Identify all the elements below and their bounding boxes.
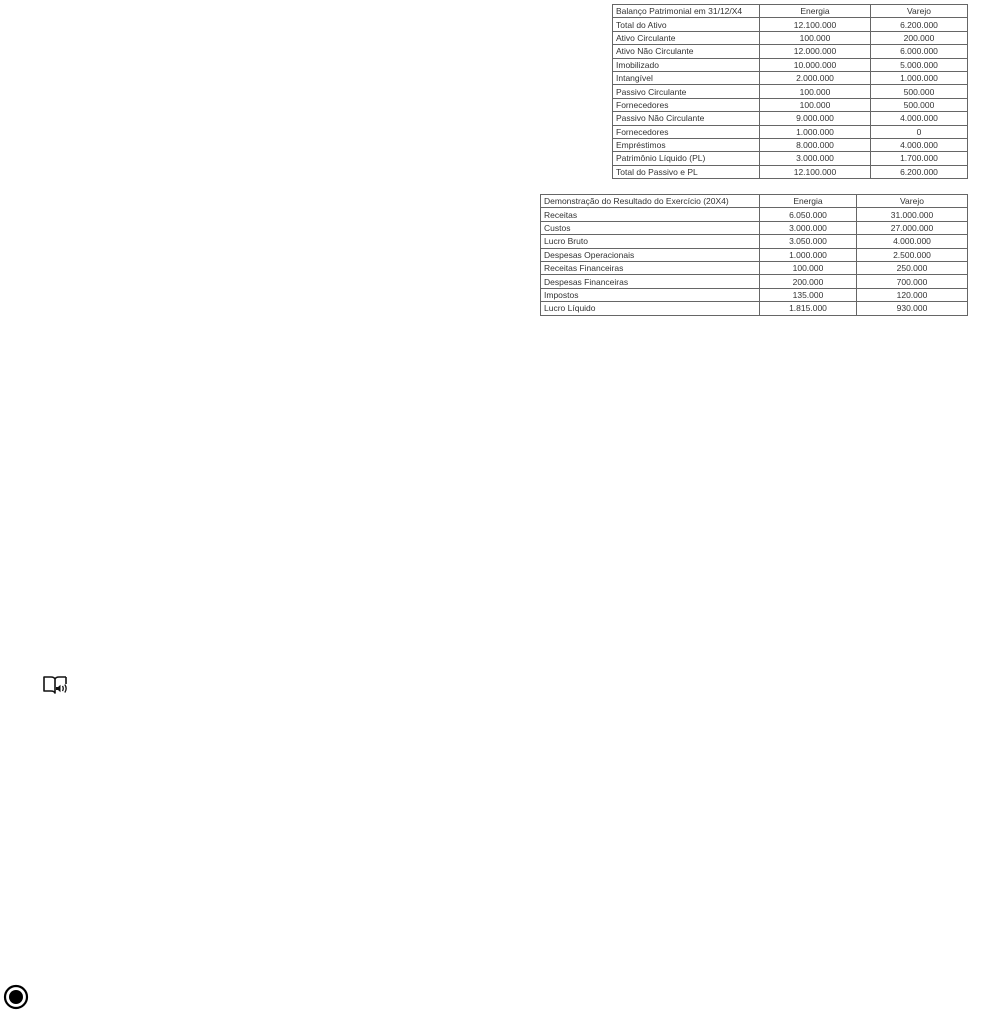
row-label-cell: Intangível [613, 71, 760, 84]
row-label-cell: Passivo Não Circulante [613, 112, 760, 125]
value-cell: 250.000 [857, 261, 968, 274]
table-header-cell: Energia [760, 195, 857, 208]
value-cell: 6.200.000 [871, 18, 968, 31]
row-label-cell: Receitas Financeiras [541, 261, 760, 274]
value-cell: 1.815.000 [760, 302, 857, 315]
table-row [613, 45, 968, 58]
value-cell: 6.050.000 [760, 208, 857, 221]
row-label-cell: Custos [541, 221, 760, 234]
table-row [541, 221, 968, 234]
value-cell: 135.000 [760, 288, 857, 301]
value-cell: 5.000.000 [871, 58, 968, 71]
balance-sheet-table [612, 4, 968, 179]
value-cell: 100.000 [760, 261, 857, 274]
value-cell: 4.000.000 [857, 235, 968, 248]
row-label-cell: Empréstimos [613, 138, 760, 151]
table-row [541, 235, 968, 248]
income-statement-body [541, 195, 968, 316]
row-label-cell: Lucro Bruto [541, 235, 760, 248]
audio-book-icon[interactable] [41, 672, 71, 698]
balance-sheet-body [613, 5, 968, 179]
value-cell: 930.000 [857, 302, 968, 315]
row-label-cell: Total do Passivo e PL [613, 165, 760, 178]
table-header-cell: Energia [760, 5, 871, 18]
row-label-cell: Patrimônio Líquido (PL) [613, 152, 760, 165]
table-header-cell: Balanço Patrimonial em 31/12/X4 [613, 5, 760, 18]
table-row [613, 18, 968, 31]
table-row [613, 138, 968, 151]
row-label-cell: Ativo Circulante [613, 31, 760, 44]
row-label-cell: Total do Ativo [613, 18, 760, 31]
row-label-cell: Fornecedores [613, 125, 760, 138]
table-row [613, 125, 968, 138]
value-cell: 120.000 [857, 288, 968, 301]
value-cell: 3.000.000 [760, 152, 871, 165]
table-row [541, 248, 968, 261]
value-cell: 27.000.000 [857, 221, 968, 234]
value-cell: 4.000.000 [871, 112, 968, 125]
table-row [613, 58, 968, 71]
table-header-cell: Demonstração do Resultado do Exercício (20X4) [541, 195, 760, 208]
value-cell: 100.000 [760, 31, 871, 44]
table-row [541, 208, 968, 221]
row-label-cell: Fornecedores [613, 98, 760, 111]
table-header-row [613, 5, 968, 18]
value-cell: 3.000.000 [760, 221, 857, 234]
value-cell: 12.000.000 [760, 45, 871, 58]
table-row [541, 302, 968, 315]
value-cell: 1.700.000 [871, 152, 968, 165]
value-cell: 9.000.000 [760, 112, 871, 125]
value-cell: 12.100.000 [760, 18, 871, 31]
value-cell: 1.000.000 [760, 125, 871, 138]
value-cell: 6.200.000 [871, 165, 968, 178]
table-row [613, 31, 968, 44]
audio-book-icon-graphic [41, 672, 71, 698]
value-cell: 3.050.000 [760, 235, 857, 248]
value-cell: 100.000 [760, 98, 871, 111]
value-cell: 10.000.000 [760, 58, 871, 71]
table-row [541, 275, 968, 288]
value-cell: 1.000.000 [871, 71, 968, 84]
value-cell: 4.000.000 [871, 138, 968, 151]
table-header-cell: Varejo [857, 195, 968, 208]
value-cell: 100.000 [760, 85, 871, 98]
value-cell: 1.000.000 [760, 248, 857, 261]
value-cell: 31.000.000 [857, 208, 968, 221]
row-label-cell: Lucro Líquido [541, 302, 760, 315]
value-cell: 2.000.000 [760, 71, 871, 84]
table-row [541, 261, 968, 274]
row-label-cell: Despesas Financeiras [541, 275, 760, 288]
row-label-cell: Imobilizado [613, 58, 760, 71]
table-header-cell: Varejo [871, 5, 968, 18]
value-cell: 200.000 [871, 31, 968, 44]
row-label-cell: Despesas Operacionais [541, 248, 760, 261]
row-label-cell: Impostos [541, 288, 760, 301]
table-row [613, 165, 968, 178]
value-cell: 0 [871, 125, 968, 138]
row-label-cell: Receitas [541, 208, 760, 221]
table-row [613, 85, 968, 98]
table-row [613, 98, 968, 111]
value-cell: 8.000.000 [760, 138, 871, 151]
row-label-cell: Passivo Circulante [613, 85, 760, 98]
table-row [613, 112, 968, 125]
radio-selected-icon[interactable] [2, 983, 30, 1011]
value-cell: 12.100.000 [760, 165, 871, 178]
value-cell: 2.500.000 [857, 248, 968, 261]
table-row [541, 288, 968, 301]
value-cell: 6.000.000 [871, 45, 968, 58]
value-cell: 700.000 [857, 275, 968, 288]
income-statement-table [540, 194, 968, 316]
value-cell: 500.000 [871, 98, 968, 111]
table-row [613, 71, 968, 84]
table-row [613, 152, 968, 165]
row-label-cell: Ativo Não Circulante [613, 45, 760, 58]
radio-selected-icon-graphic [2, 983, 30, 1011]
table-header-row [541, 195, 968, 208]
value-cell: 500.000 [871, 85, 968, 98]
value-cell: 200.000 [760, 275, 857, 288]
